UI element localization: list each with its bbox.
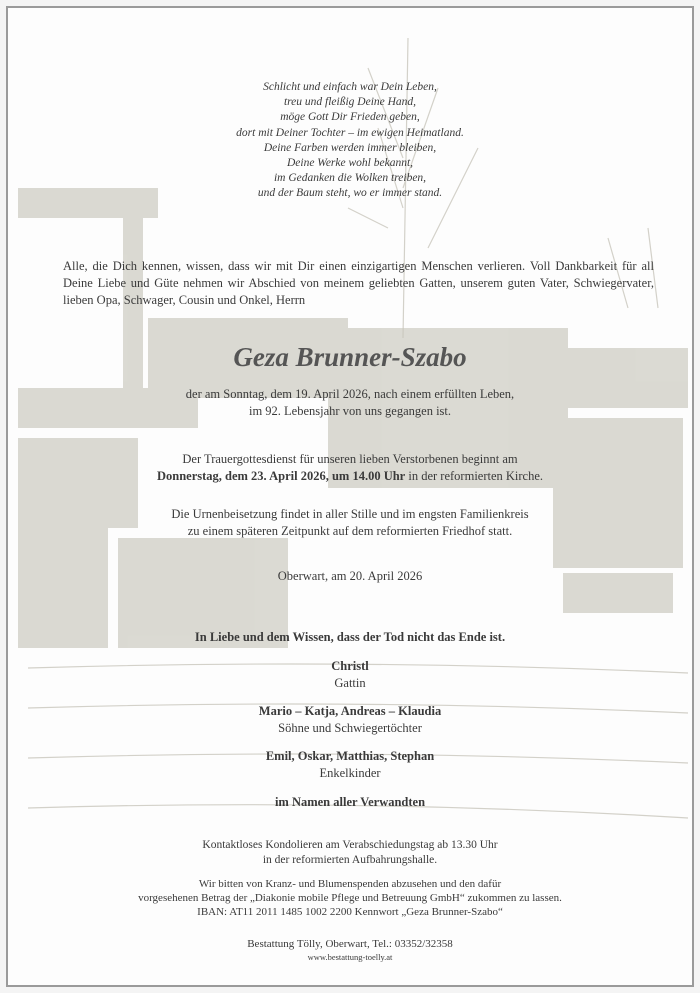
poem-line: Deine Farben werden immer bleiben, [263, 141, 437, 154]
poem-line: Deine Werke wohl bekannt, [286, 157, 414, 170]
service-line: Der Trauergottesdienst für unseren lieben Verstorbenen beginnt am [182, 452, 518, 466]
service-place: in der reformierten Kirche. [405, 468, 544, 483]
motto: In Liebe und dem Wissen, dass der Tod nicht das Ende ist. [194, 630, 506, 644]
death-line: im 92. Lebensjahr von uns gegangen ist. [248, 403, 452, 418]
mourner-group [8, 748, 692, 781]
condolence-line: Kontaktloses Kondolieren am Verabschiedungstag ab 13.30 Uhr [202, 839, 498, 851]
urn-info [8, 506, 692, 539]
poem-line: Schlicht und einfach war Dein Leben, [263, 81, 437, 93]
poem [8, 80, 692, 202]
page [6, 6, 694, 987]
service-info [8, 451, 692, 484]
mourner-names: Christl [331, 659, 369, 673]
poem-line: und der Baum steht, wo er immer stand. [257, 187, 443, 200]
condolence-line: in der reformierten Aufbahrungshalle. [262, 854, 438, 866]
death-line: der am Sonntag, dem 19. April 2026, nach einem erfüllten Leben, [185, 387, 515, 401]
mourner-group [8, 658, 692, 691]
donation-info [8, 877, 692, 919]
undertaker-website[interactable]: www.bestattung-toelly.at [307, 952, 393, 962]
mourner-role: Söhne und Schwiegertöchter [278, 720, 422, 735]
mourner-role: Gattin [334, 675, 366, 690]
urn-line: Die Urnenbeisetzung findet in aller Stille und im engsten Familienkreis [171, 507, 529, 521]
poem-line: dort mit Deiner Tochter – im ewigen Heimatland. [236, 126, 464, 139]
undertaker: Bestattung Tölly, Oberwart, Tel.: 03352/32358 [247, 938, 453, 950]
mourner-names: Emil, Oskar, Matthias, Stephan [265, 749, 435, 763]
mourner-group [8, 703, 692, 736]
mourner-role: Enkelkinder [319, 765, 381, 780]
deceased-name: Geza Brunner-Szabo [233, 342, 467, 372]
donation-line: Wir bitten von Kranz- und Blumenspenden abzusehen und den dafür [198, 878, 502, 890]
death-notice [8, 386, 692, 419]
poem-line: treu und fleißig Deine Hand, [283, 96, 417, 109]
condolence-info [8, 838, 692, 868]
iban-line: IBAN: AT11 2011 1485 1002 2200 Kennwort „Geza Brunner-Szabo“ [197, 906, 503, 918]
donation-line: vorgesehenen Betrag der „Diakonie mobile Pflege und Betreuung GmbH“ zukommen zu lassen. [138, 892, 562, 904]
poem-line: möge Gott Dir Frieden geben, [280, 111, 420, 124]
urn-line: zu einem späteren Zeitpunkt auf dem reformierten Friedhof statt. [187, 523, 513, 538]
service-date: Donnerstag, dem 23. April 2026, um 14.00 Uhr [156, 468, 406, 483]
intro-text: Alle, die Dich kennen, wissen, dass wir mit Dir einen einzigartigen Menschen verlieren. Voll Dankbarkeit für all Deine Liebe und Güte nehmen wir Abschied von meinem geliebten Gatten, unserem guten Vater, Schwiegervater, lieben Opa, Schwager, Cousin und Onkel, Herrn [63, 259, 654, 307]
poem-line: im Gedanken die Wolken treiben, [273, 172, 427, 185]
relatives: im Namen aller Verwandten [274, 795, 426, 809]
mourner-names: Mario – Katja, Andreas – Klaudia [258, 704, 442, 718]
place-date: Oberwart, am 20. April 2026 [277, 569, 423, 583]
